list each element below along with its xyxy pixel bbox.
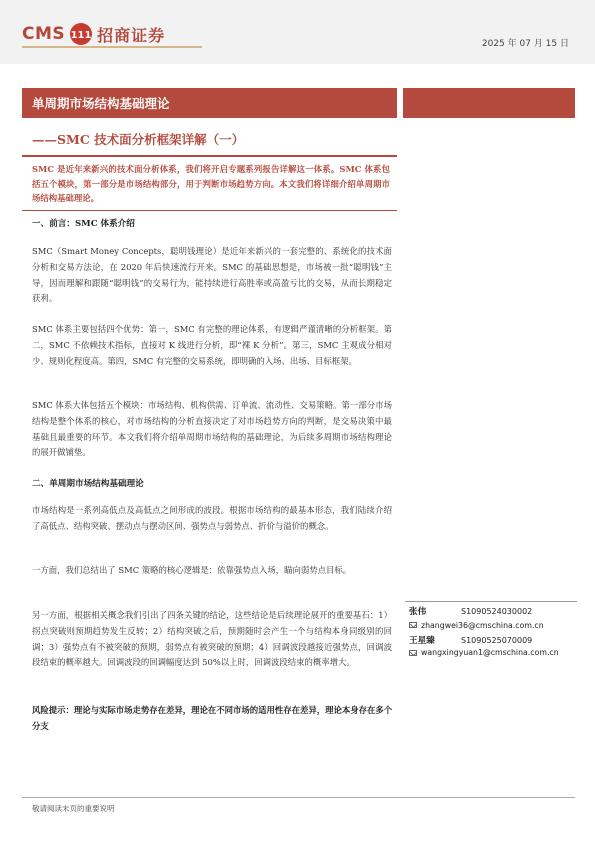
analyst-divider (405, 601, 577, 602)
title-band-side (403, 88, 575, 118)
footer-note: 敬请阅读末页的重要说明 (32, 804, 115, 813)
analyst-card (409, 633, 574, 658)
section-2-paragraph-1: 市场结构是一系列高低点及高低点之间形成的波段。根据市场结构的最基本形态，我们陆续介绍了高低点、结构突破、摆动点与摆动区间、强势点与弱势点、折价与溢价的概念。 (32, 505, 392, 531)
footer-divider (22, 797, 575, 798)
section-2-paragraph-3: 另一方面，根据相关概念我们引出了四条关键的结论，这些结论是后续理论展开的重要基石：1）拐点突破则预期趋势发生反转；2）结构突破之后，预期随时会产生一个与结构本身同级别的回调；3）强势点有不被突破的预期，弱势点有被突破的预期；4）回调波段越接近强势点，回调波段结束的概率越大。回调波段的回调幅度达到 50%以上时，回调波段结束的概率增大。 (32, 610, 392, 668)
analyst-name: 张伟 (409, 607, 427, 617)
abstract: SMC 是近年来新兴的技术面分析体系，我们将开启专题系列报告详解这一体系。SMC 体系包括五个模块，第一部分是市场结构部分，用于判断市场趋势方向。本文我们将详细介绍单周期市场结构基础理论。 (32, 164, 390, 204)
analyst-email[interactable]: wangxingyuan1@cmschina.com.cn (421, 648, 559, 657)
logo-text-cn: 招商证券 (97, 25, 166, 45)
logo-text-en: CMS (22, 24, 66, 44)
risk-warning: 风险提示：理论与实际市场走势存在差异，理论在不同市场的适用性存在差异，理论本身存在多个分支 (32, 705, 393, 731)
analyst-cert: S1090524030002 (461, 606, 533, 616)
abstract-divider-top (22, 155, 397, 157)
section-1-paragraph-2: SMC 体系主要包括四个优势：第一，SMC 有完整的理论体系，有逻辑严谨清晰的分析框架。第二，SMC 不依赖技术指标，直接对 K 线进行分析，即“裸 K 分析”。第三，SMC 主观成分相对少、规则化程度高。第四，SMC 有完整的交易系统，即明确的入场、出场、目标框架。 (32, 324, 392, 366)
report-date: 2025 年 07 月 15 日 (481, 39, 569, 49)
section-2-paragraph-2: 一方面，我们总结出了 SMC 策略的核心逻辑是：依靠强势点入场，瞄向弱势点目标。 (32, 565, 352, 575)
section-1-paragraph-3: SMC 体系大体包括五个模块：市场结构、机构供需、订单流、流动性、交易策略。第一部分市场结构是整个体系的核心，对市场结构的分析直接决定了对市场趋势方向的判断，是交易决策中最基础且最重要的环节。本文我们将介绍单周期市场结构的基础理论，为后续多周期市场结构理论的展开做铺垫。 (32, 400, 392, 458)
analyst-email[interactable]: zhangwei36@cmschina.com.cn (421, 620, 544, 630)
analyst-name: 王星臻 (409, 636, 435, 646)
logo-underline (22, 46, 202, 48)
page-subtitle: ——SMC 技术面分析框架详解（一） (32, 132, 245, 147)
company-logo (22, 22, 165, 46)
abstract-divider-bottom (22, 210, 397, 211)
email-icon (409, 622, 417, 628)
section-1-paragraph-1: SMC（Smart Money Concepts，聪明钱理论）是近年来新兴的一套完整的、系统化的技术面分析和交易方法论，在 2020 年后快速流行开来。SMC 的基础思想是，市场被一批“聪明钱”主导，因而理解和跟随“聪明钱”的交易行为，能持续进行高胜率或高盈亏比的交易，从而长期稳定获利。 (32, 246, 392, 304)
section-2-heading: 二、单周期市场结构基础理论 (32, 479, 144, 489)
svg-text:111: 111 (70, 30, 92, 41)
analyst-cert: S1090525070009 (461, 635, 533, 645)
analyst-card (409, 604, 574, 632)
email-icon (409, 650, 417, 656)
logo-emblem-icon (70, 23, 92, 45)
section-1-heading: 一、前言：SMC 体系介绍 (32, 219, 135, 229)
page-title: 单周期市场结构基础理论 (32, 96, 170, 111)
